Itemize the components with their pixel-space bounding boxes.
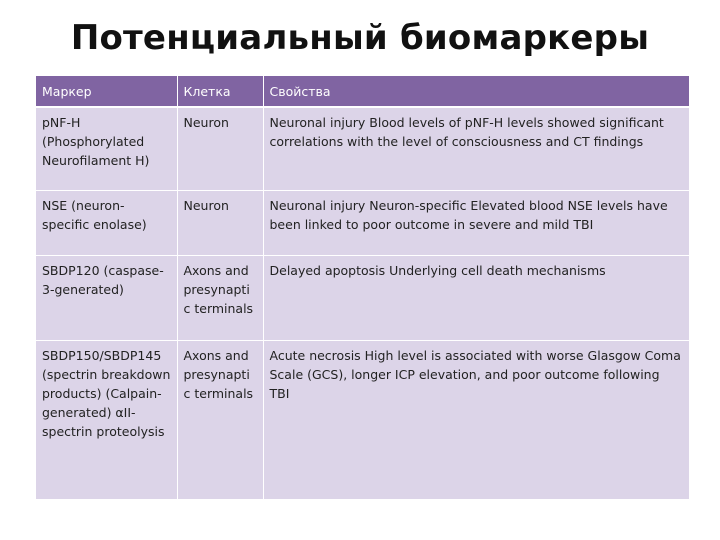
cell-type-cell: Neuron [177, 107, 263, 191]
table-row [36, 341, 689, 500]
cell-type-cell: Axons and presynaptic terminals [177, 341, 263, 500]
properties-cell: Delayed apoptosis Underlying cell death mechanisms [263, 256, 689, 341]
marker-cell: SBDP120 (caspase-3-generated) [36, 256, 177, 341]
properties-cell: Acute necrosis High level is associated with worse Glasgow Coma Scale (GCS), longer ICP elevation, and poor outcome following TBI [263, 341, 689, 500]
table-header-row [36, 76, 689, 107]
properties-cell: Neuronal injury Blood levels of pNF-H levels showed significant correlations with the level of consciousness and CT findings [263, 107, 689, 191]
cell-type-cell: Neuron [177, 191, 263, 256]
slide-title: Потенциальный биомаркеры [70, 18, 650, 58]
cell-type-cell: Axons and presynaptic terminals [177, 256, 263, 341]
table-row [36, 107, 689, 191]
marker-cell: pNF-H (Phosphorylated Neurofilament H) [36, 107, 177, 191]
table-row [36, 256, 689, 341]
header-marker: Маркер [36, 76, 177, 107]
marker-cell: NSE (neuron-specific enolase) [36, 191, 177, 256]
header-properties: Свойства [263, 76, 689, 107]
properties-cell: Neuronal injury Neuron-specific Elevated blood NSE levels have been linked to poor outcome in severe and mild TBI [263, 191, 689, 256]
marker-cell: SBDP150/SBDP145 (spectrin breakdown products) (Calpain-generated) αII-spectrin proteolysis [36, 341, 177, 500]
header-cell: Клетка [177, 76, 263, 107]
biomarker-table [36, 76, 690, 500]
table-row [36, 191, 689, 256]
